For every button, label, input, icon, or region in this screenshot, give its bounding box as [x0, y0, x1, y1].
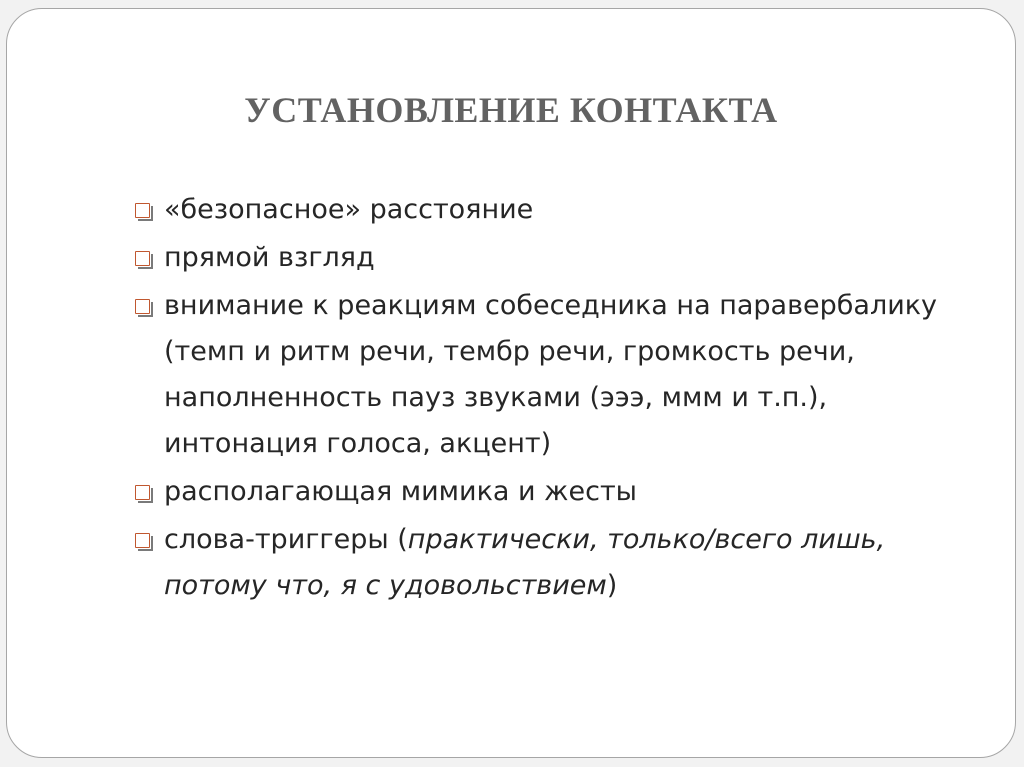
checkbox-square-bullet-icon — [135, 299, 150, 314]
list-item — [135, 283, 955, 467]
list-item — [135, 235, 955, 281]
list-item — [135, 187, 955, 233]
bullet-list — [135, 187, 955, 611]
list-item-text-italic: практически, только/всего лишь, потому что, я с удовольствием — [164, 524, 886, 601]
list-item — [135, 517, 955, 609]
checkbox-square-bullet-icon — [135, 533, 150, 548]
list-item-text: «безопасное» расстояние — [164, 194, 534, 225]
checkbox-square-bullet-icon — [135, 485, 150, 500]
checkbox-square-bullet-icon — [135, 203, 150, 218]
slide-frame — [6, 8, 1016, 758]
list-item-text: прямой взгляд — [164, 242, 375, 273]
list-item-text: располагающая мимика и жесты — [164, 476, 637, 507]
list-item-text-plain: слова-триггеры ( — [164, 524, 408, 555]
list-item-text-close: ) — [606, 570, 618, 601]
slide-title: УСТАНОВЛЕНИЕ КОНТАКТА — [244, 90, 778, 130]
list-item-text — [164, 517, 955, 609]
list-item — [135, 469, 955, 515]
list-item-text: внимание к реакциям собеседника на паравербалику (темп и ритм речи, тембр речи, громкость речи, наполненность пауз звуками (эээ, ммм и т.п.), интонация голоса, акцент) — [164, 290, 938, 459]
checkbox-square-bullet-icon — [135, 251, 150, 266]
